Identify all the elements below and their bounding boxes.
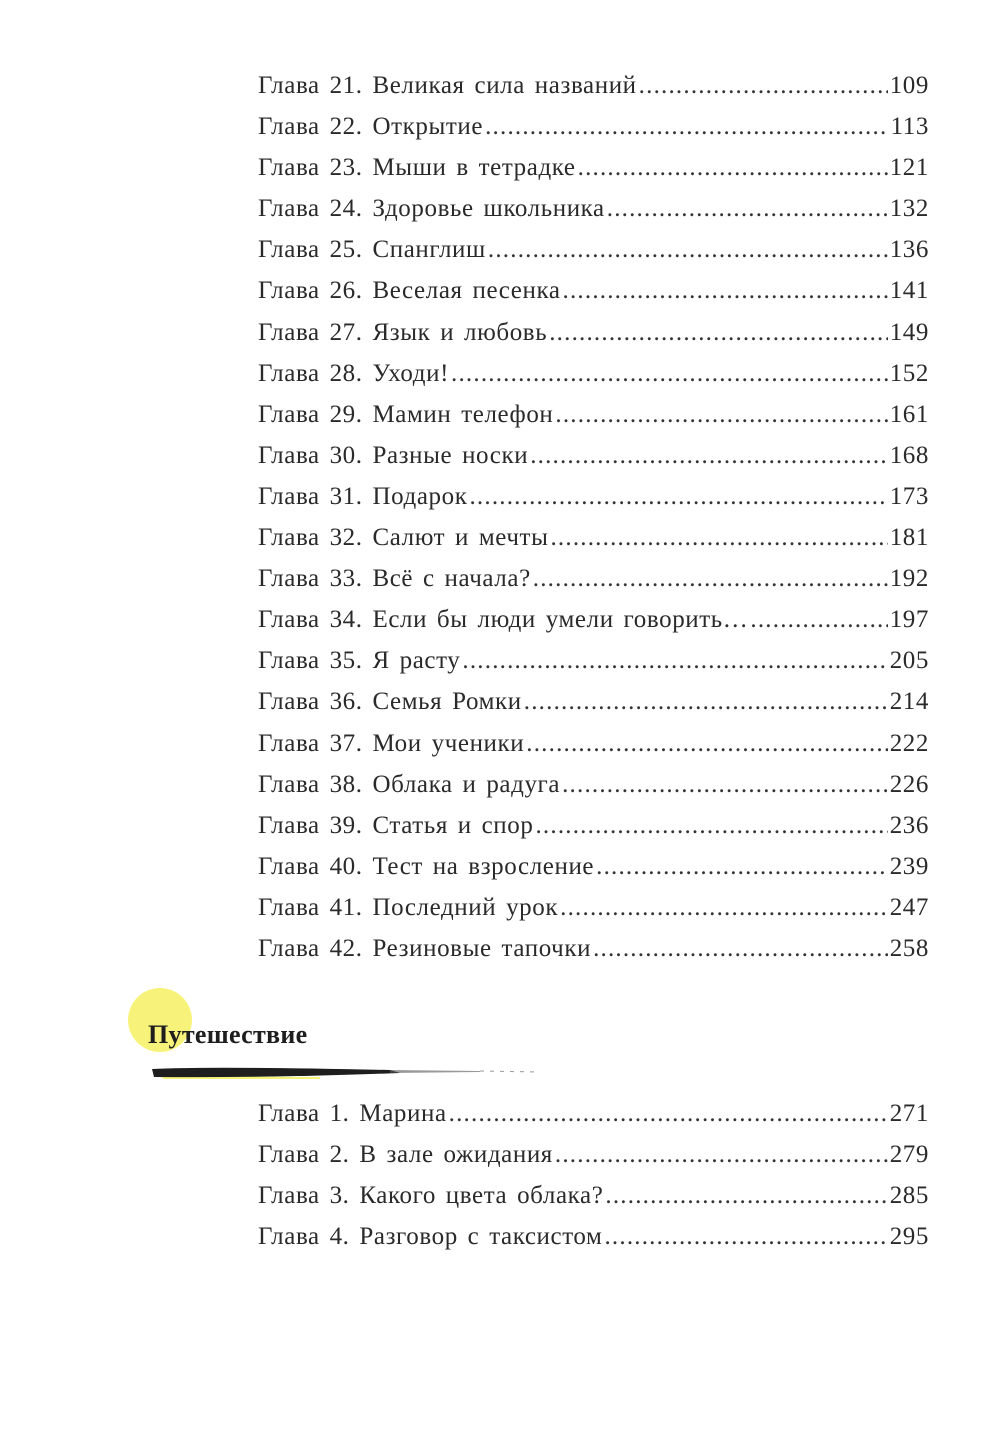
page-number: 271 (889, 1100, 929, 1127)
page-number: 239 (889, 852, 929, 880)
section-header (128, 988, 548, 1088)
toc-entry (258, 812, 929, 853)
chapter-title: Глава 30. Разные носки (258, 441, 529, 469)
dot-leader (596, 853, 888, 881)
page-number: 197 (889, 606, 929, 634)
chapter-title: Глава 24. Здоровье школьника (258, 195, 605, 223)
page-number: 285 (889, 1182, 929, 1210)
dot-leader (604, 1223, 887, 1251)
dot-leader (451, 360, 888, 388)
toc-entry (258, 647, 929, 688)
chapter-title: Глава 22. Открытие (258, 113, 484, 141)
toc-entry (258, 935, 929, 976)
toc-entry (258, 360, 929, 401)
dot-leader (549, 319, 887, 347)
dot-leader (555, 401, 887, 429)
dot-leader (639, 72, 888, 100)
toc-entry (258, 606, 929, 647)
page-number: 136 (889, 236, 929, 264)
section-title: Путешествие (148, 1020, 308, 1049)
chapter-title: Глава 4. Разговор с таксистом (258, 1223, 603, 1251)
dot-leader (605, 1182, 887, 1210)
page-number: 173 (889, 482, 929, 510)
dot-leader (526, 730, 887, 758)
toc-entry (258, 319, 929, 360)
page-number: 205 (889, 647, 929, 675)
dot-leader (563, 277, 888, 305)
dot-leader (462, 647, 887, 675)
chapter-title: Глава 23. Мыши в тетрадке (258, 154, 576, 182)
dot-leader (524, 688, 888, 716)
toc-entry (258, 894, 929, 935)
page-number: 214 (889, 688, 929, 716)
chapter-title: Глава 3. Какого цвета облака? (258, 1182, 604, 1210)
page-number: 226 (889, 770, 929, 798)
toc-list-part2 (258, 1100, 929, 1264)
chapter-title: Глава 31. Подарок (258, 482, 468, 510)
dot-leader (593, 935, 888, 963)
toc-entry (258, 853, 929, 894)
toc-entry (258, 524, 929, 565)
page-number: 161 (889, 400, 929, 428)
chapter-title: Глава 28. Уходи! (258, 359, 450, 387)
toc-entry (258, 154, 929, 195)
toc-entry (258, 195, 929, 236)
dot-leader (535, 812, 887, 840)
toc-entry (258, 1141, 929, 1182)
dot-leader (449, 1100, 888, 1128)
toc-entry (258, 1100, 929, 1141)
page-number: 149 (889, 318, 929, 346)
toc-entry (258, 1223, 929, 1264)
page-number: 152 (889, 359, 929, 387)
page-number: 279 (889, 1141, 929, 1169)
page-number: 192 (889, 565, 929, 593)
toc-entry (258, 72, 929, 113)
dot-leader (488, 236, 888, 264)
chapter-title: Глава 42. Резиновые тапочки (258, 934, 592, 962)
dot-leader (607, 195, 888, 223)
toc-entry (258, 688, 929, 729)
toc-entry (258, 401, 929, 442)
chapter-title: Глава 38. Облака и радуга (258, 770, 561, 798)
toc-entry (258, 236, 929, 277)
chapter-title: Глава 36. Семья Ромки (258, 688, 522, 716)
page-number: 113 (890, 113, 929, 141)
toc-entry (258, 483, 929, 524)
page-number: 121 (889, 154, 929, 182)
chapter-title: Глава 21. Великая сила названий (258, 72, 637, 99)
dot-leader (530, 442, 888, 470)
toc-entry (258, 277, 929, 318)
chapter-title: Глава 41. Последний урок (258, 893, 559, 921)
toc-entry (258, 771, 929, 812)
page-number: 132 (889, 195, 929, 223)
toc-entry (258, 1182, 929, 1223)
page-number: 181 (889, 524, 929, 552)
dot-leader (578, 154, 888, 182)
page-number: 258 (889, 934, 929, 962)
page-number: 236 (889, 811, 929, 839)
chapter-title: Глава 35. Я расту (258, 647, 461, 675)
toc-list-part1 (258, 72, 929, 976)
dot-leader (555, 1141, 888, 1169)
dot-leader (550, 524, 887, 552)
page-number: 295 (889, 1223, 929, 1251)
chapter-title: Глава 27. Язык и любовь (258, 318, 548, 346)
dot-leader (562, 771, 888, 799)
toc-entry (258, 442, 929, 483)
chapter-title: Глава 26. Веселая песенка (258, 277, 561, 305)
page-number: 168 (889, 441, 929, 469)
chapter-title: Глава 25. Спанглиш (258, 236, 486, 264)
brush-stroke-decoration (150, 1064, 550, 1080)
dot-leader (533, 565, 888, 593)
dot-leader (560, 894, 888, 922)
chapter-title: Глава 39. Статья и спор (258, 811, 534, 839)
toc-entry (258, 113, 929, 154)
page-number: 247 (889, 893, 929, 921)
chapter-title: Глава 2. В зале ожидания (258, 1141, 553, 1169)
chapter-title: Глава 37. Мои ученики (258, 729, 525, 757)
toc-entry (258, 730, 929, 771)
page-number: 141 (889, 277, 929, 305)
chapter-title: Глава 1. Марина (258, 1100, 447, 1127)
chapter-title: Глава 34. Если бы люди умели говорить… (258, 606, 749, 634)
page-number: 109 (889, 72, 929, 99)
page-number: 222 (889, 729, 929, 757)
dot-leader (750, 606, 887, 634)
dot-leader (469, 483, 887, 511)
dot-leader (485, 113, 889, 141)
toc-entry (258, 565, 929, 606)
chapter-title: Глава 33. Всё с начала? (258, 565, 531, 593)
chapter-title: Глава 32. Салют и мечты (258, 524, 549, 552)
chapter-title: Глава 29. Мамин телефон (258, 400, 554, 428)
chapter-title: Глава 40. Тест на взросление (258, 852, 595, 880)
